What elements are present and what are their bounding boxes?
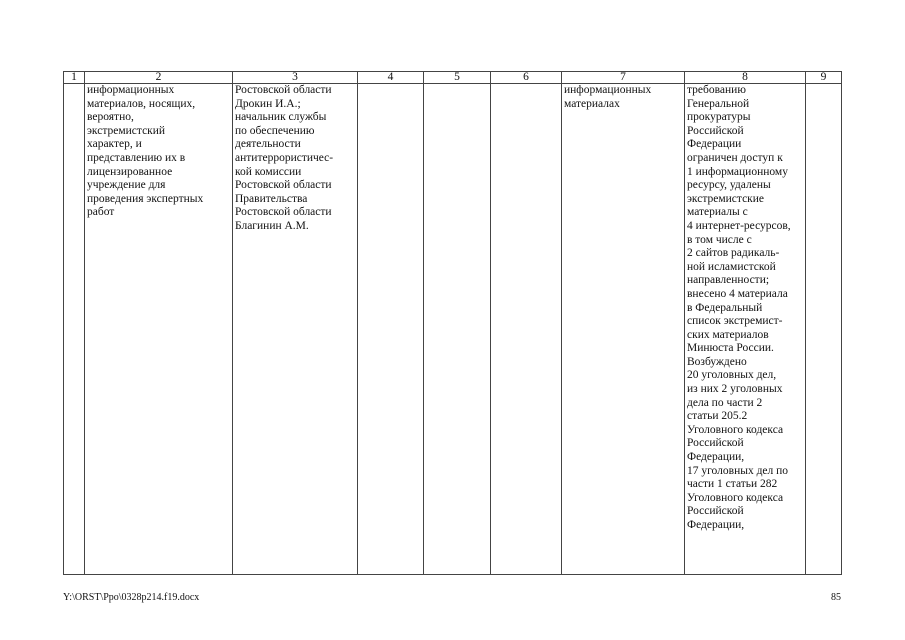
table-cell-col2: информационных материалов, носящих, вероятно, экстремистский характер, и представлению их в лицензированное учреждение для проведения экспертных работ	[85, 84, 233, 575]
column-header: 8	[685, 72, 806, 84]
footer-file-path: Y:\ORST\Ppo\0328p214.f19.docx	[63, 592, 200, 603]
column-header: 9	[806, 72, 842, 84]
table-row	[64, 84, 842, 575]
data-table	[63, 71, 842, 575]
table-cell-col6	[491, 84, 562, 575]
column-header: 4	[358, 72, 424, 84]
table-cell-col1	[64, 84, 85, 575]
table-cell-col3: Ростовской области Дрокин И.А.; начальник службы по обеспечению деятельности антитеррористичес- кой комиссии Ростовской области Правительства Ростовской области Благинин А.М.	[233, 84, 358, 575]
table-cell-col9	[806, 84, 842, 575]
table-cell-col7: информационных материалах	[562, 84, 685, 575]
column-header: 3	[233, 72, 358, 84]
column-header: 5	[424, 72, 491, 84]
table-cell-col4	[358, 84, 424, 575]
table-cell-col5	[424, 84, 491, 575]
column-header: 7	[562, 72, 685, 84]
page-number: 85	[831, 592, 841, 603]
table-cell-col8: требованию Генеральной прокуратуры Российской Федерации ограничен доступ к 1 информационному ресурсу, удалены экстремистские материалы с 4 интернет-ресурсов, в том числе с 2 сайтов радикаль- ной исламистской направленности; внесено 4 материала в Федеральный список экстремист- ских материалов Минюста России. Возбуждено 20 уголовных дел, из них 2 уголовных дела по части 2 статьи 205.2 Уголовного кодекса Российской Федерации, 17 уголовных дел по части 1 статьи 282 Уголовного кодекса Российской Федерации,	[685, 84, 806, 575]
column-header: 6	[491, 72, 562, 84]
column-header: 1	[64, 72, 85, 84]
table-header-row	[64, 72, 842, 84]
column-header: 2	[85, 72, 233, 84]
